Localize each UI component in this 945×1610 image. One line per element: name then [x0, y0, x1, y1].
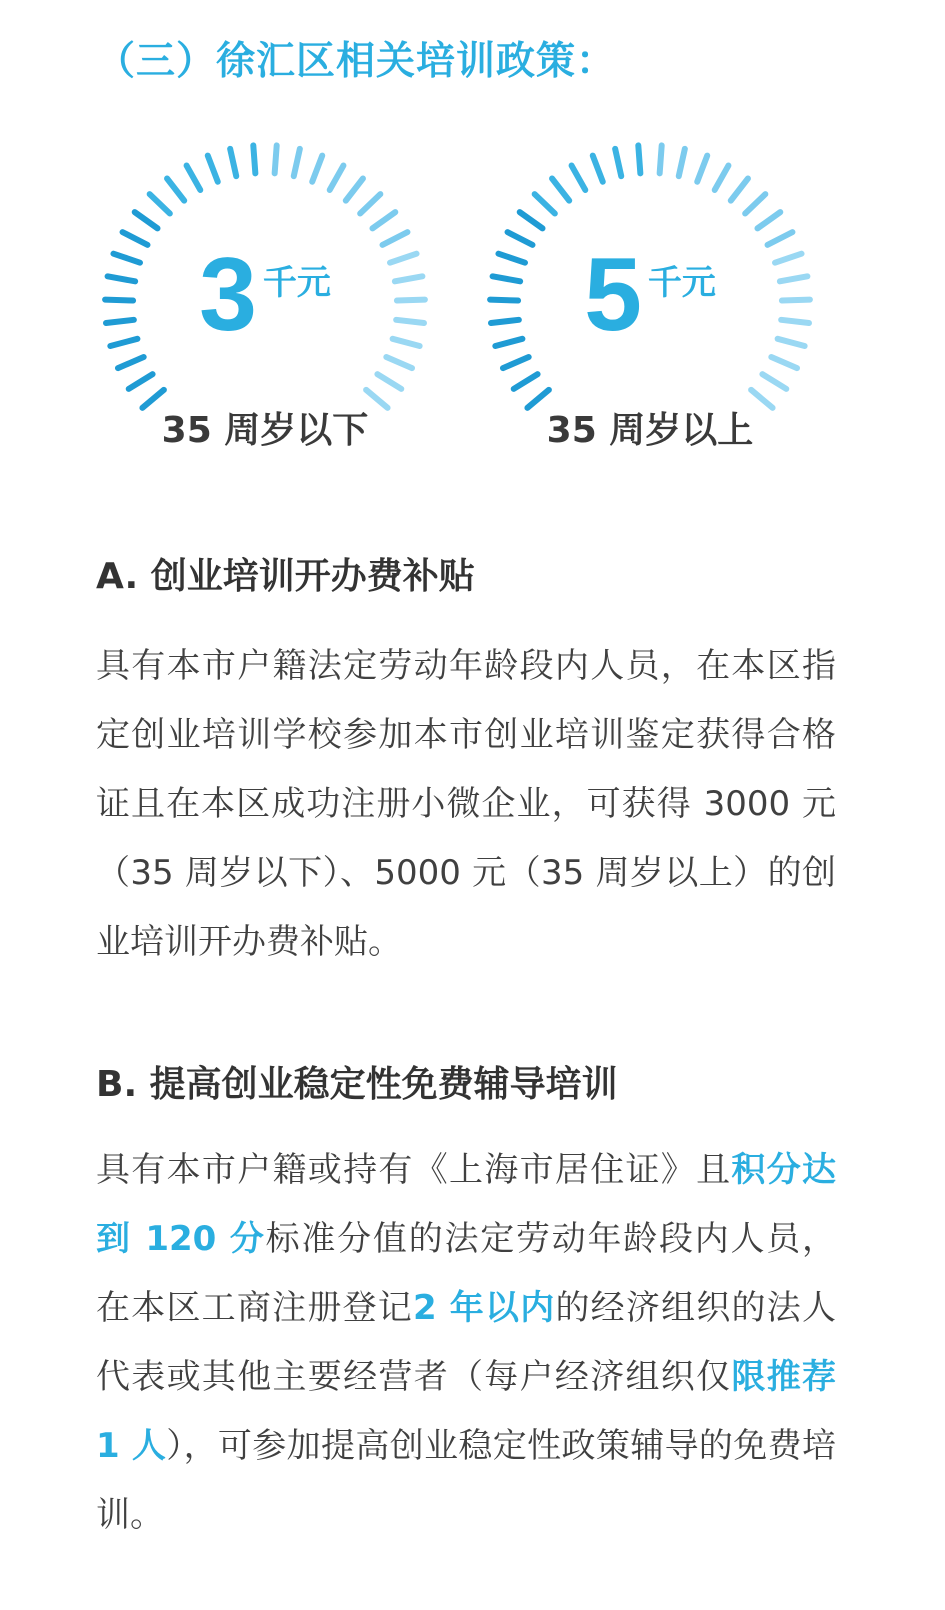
- highlight-years: 2 年以内: [413, 1288, 556, 1328]
- gauge-tick: [731, 178, 748, 200]
- body-text: 具有本市户籍或持有《上海市居住证》且: [96, 1150, 732, 1190]
- section-heading: （三）徐汇区相关培训政策：: [96, 39, 617, 84]
- highlight-limit: 限推荐 1 人: [96, 1357, 837, 1466]
- gauge-caption: 35 周岁以上: [546, 410, 754, 451]
- body-text: 的经济组织的法人代表或其他主要经营者（每户经济组织仅: [96, 1288, 837, 1397]
- gauge-tick: [593, 156, 603, 182]
- gauge-tick: [572, 166, 586, 190]
- gauge-tick: [377, 374, 401, 389]
- gauge-number: 5: [584, 237, 642, 353]
- gauge-unit: 千元: [262, 263, 331, 303]
- gauge-tick: [715, 166, 729, 190]
- gauge-under-35: [100, 140, 430, 470]
- gauge-tick: [167, 178, 184, 200]
- gauge-tick: [679, 149, 685, 176]
- gauge-tick: [762, 374, 786, 389]
- highlight-points: 积分达到 120 分: [96, 1150, 837, 1259]
- gauge-tick: [294, 149, 300, 176]
- gauge-tick: [253, 145, 255, 173]
- section-a-body: 具有本市户籍法定劳动年龄段内人员，在本区指定创业培训学校参加本市创业培训鉴定获得合格证且在本区成功注册小微企业，可获得 3000 元（35 周岁以下）、5000 元（35 周岁以上）的创业培训开办费补贴。: [96, 646, 836, 962]
- gauge-tick: [372, 212, 395, 228]
- gauge-tick: [360, 194, 380, 213]
- gauge-tick: [745, 194, 765, 213]
- gauge-tick: [312, 156, 322, 182]
- gauge-unit: 千元: [647, 263, 716, 303]
- section-b-body: [96, 1136, 836, 1550]
- gauge-tick: [638, 145, 640, 173]
- gauge-tick: [150, 194, 170, 213]
- gauge-tick: [346, 178, 363, 200]
- gauge-number: 3: [199, 237, 257, 353]
- gauge-tick: [520, 212, 543, 228]
- gauge-tick: [275, 145, 277, 173]
- gauge-tick: [129, 374, 153, 389]
- gauge-caption: 35 周岁以下: [161, 410, 369, 451]
- gauge-tick: [771, 357, 797, 368]
- gauge-tick: [552, 178, 569, 200]
- gauge-tick: [135, 212, 158, 228]
- gauge-tick: [757, 212, 780, 228]
- gauge-tick: [660, 145, 662, 173]
- gauge-tick: [697, 156, 707, 182]
- gauge-value: [485, 236, 815, 355]
- gauge-tick: [230, 149, 236, 176]
- body-text: ），可参加提高创业稳定性政策辅导的免费培训。: [96, 1426, 837, 1535]
- gauge-value: [100, 236, 430, 355]
- gauge-tick: [535, 194, 555, 213]
- section-a-title: A. 创业培训开办费补贴: [96, 556, 475, 597]
- section-b-title: B. 提高创业稳定性免费辅导培训: [96, 1064, 618, 1105]
- gauge-tick: [187, 166, 201, 190]
- gauge-tick: [386, 357, 412, 368]
- body-text: 标准分值的法定劳动年龄段内人员，在本区工商注册登记: [96, 1219, 836, 1328]
- gauge-tick: [615, 149, 621, 176]
- gauge-over-35: [485, 140, 815, 470]
- gauge-tick: [503, 357, 529, 368]
- gauge-tick: [514, 374, 538, 389]
- gauge-tick: [208, 156, 218, 182]
- gauge-tick: [330, 166, 344, 190]
- gauge-tick: [118, 357, 144, 368]
